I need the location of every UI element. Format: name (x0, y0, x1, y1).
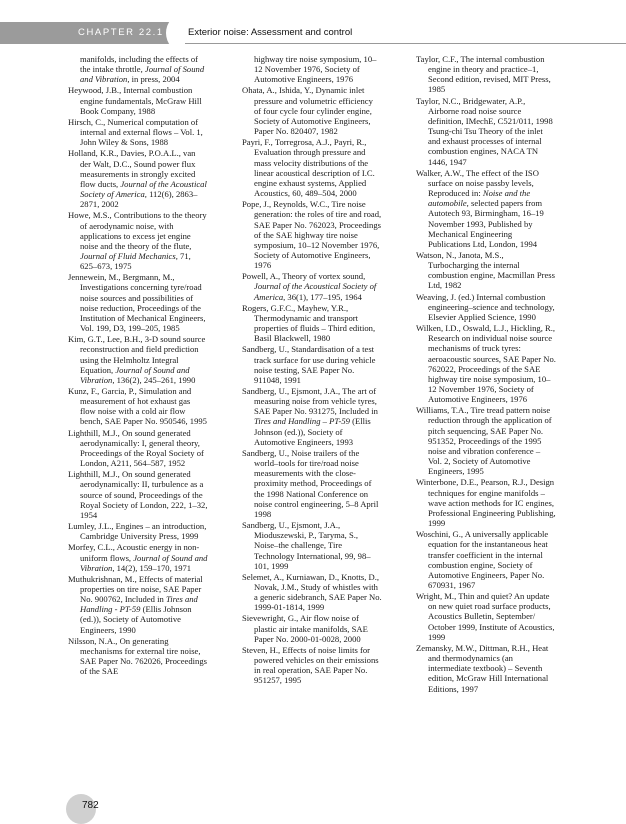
reference-entry (242, 344, 382, 385)
reference-italic-title: Journal of Fluid Mechanics (80, 250, 176, 261)
reference-text: Sandberg, U., Standardisation of a test track surface for use during vehicle noise testing, SAE Paper No. 911048, 1991 (242, 344, 376, 385)
reference-text: Heywood, J.B., Internal combustion engine fundamentals, McGraw Hill Book Company, 1988 (68, 85, 202, 116)
reference-entry (242, 448, 382, 519)
reference-text: Taylor, N.C., Bridgewater, A.P., Airborne road noise source definition, IMechE, C521/011, 1998 Tsung-chi Tsu Theory of the inlet and exhaust processes of internal combustion engines, NACA TN 1446, 1947 (416, 95, 553, 167)
reference-text: (Ellis Johnson (ed.)), Society of Automotive Engineers, 1993 (254, 416, 371, 447)
reference-italic-title: Journal of Sound and Vibration (80, 552, 208, 573)
chapter-label: CHAPTER 22.1 (0, 22, 185, 44)
reference-entry (242, 137, 382, 198)
reference-entry (68, 117, 208, 147)
reference-text: Kim, G.T., Lee, B.H., 3-D sound source reconstruction and field prediction using the Helmholtz Integral Equation, (68, 334, 206, 375)
reference-entry (68, 210, 208, 271)
reference-text: Jennewein, M., Bergmann, M., Investigations concerning tyre/road noise sources and possibilities of noise reduction, Proceedings of the Institution of Mechanical Engineers, Vol. 199, D3, 199–205, 1985 (68, 272, 206, 334)
reference-column-3 (416, 54, 556, 695)
reference-text: Payri, F., Torregrosa, A.J., Payri, R., Evaluation through pressure and mass velocity distributions of the linear acoustical description of I.C. engine exhaust systems, Applied Acoustics, 60, 489–504, 2000 (242, 137, 375, 199)
reference-text: Woschini, G., A universally applicable equation for the instantaneous heat transfer coefficient in the internal combustion engine, Society of Automotive Engineers, Paper No. 670931, 1967 (416, 529, 549, 590)
reference-entry (68, 636, 208, 677)
reference-entry (242, 645, 382, 686)
section-title: Exterior noise: Assessment and control (188, 27, 353, 38)
reference-entry (242, 85, 382, 136)
reference-text: Weaving, J. (ed.) Internal combustion engineering–science and technology, Elsevier Applied Science, 1990 (416, 291, 555, 322)
reference-entry (68, 386, 208, 427)
reference-column-2 (242, 54, 382, 687)
reference-text: Steven, H., Effects of noise limits for powered vehicles on their emissions in real operation, SAE Paper No. 951257, 1995 (242, 644, 379, 686)
reference-italic-title: Journal of Sound and Vibration (80, 64, 205, 85)
reference-text: , 136(2), 245–261, 1990 (112, 374, 196, 385)
reference-italic-title: Journal of the Acoustical Society of America (254, 281, 377, 302)
reference-italic-title: Journal of the Acoustical Society of America (80, 178, 207, 200)
reference-entry (68, 148, 208, 209)
reference-text: Watson, N., Janota, M.S., Turbocharging the internal combustion engine, Macmillan Press Ltd, 1982 (416, 249, 555, 291)
reference-text: Lumley, J.L., Engines – an introduction, Cambridge University Press, 1999 (68, 521, 207, 542)
reference-text: Walker, A.W., The effect of the ISO surface on noise passby levels, Reproduced in: (416, 167, 539, 199)
reference-text: Winterbone, D.E., Pearson, R.J., Design techniques for engine manifolds – wave action methods for IC engines, Professional Engineering Publishing, 1999 (416, 477, 556, 529)
reference-italic-title: Tires and Handling – PT-59 (254, 416, 350, 427)
header-rule (185, 43, 626, 44)
reference-entry (416, 643, 556, 694)
reference-entry (416, 250, 556, 291)
reference-entry (68, 521, 208, 541)
page-number: 782 (82, 800, 99, 811)
reference-entry (416, 96, 556, 167)
reference-text: Taylor, C.F., The internal combustion engine in theory and practice–1, Second edition, revised, MIT Press, 1985 (416, 54, 551, 95)
reference-entry (68, 272, 208, 333)
reference-text: Zemansky, M.W., Dittman, R.H., Heat and thermodynamics (an intermediate textbook) – Seventh edition, McGraw Hill International Editions, 1997 (416, 642, 549, 694)
reference-entry (68, 469, 208, 520)
reference-text: Sandberg, U., Noise trailers of the world–tools for tire/road noise measurements with the close-proximity method, Proceedings of the 1998 National Conference on noise control engineering, 5–8 April 1998 (242, 447, 379, 519)
reference-text: , 112(6), 2863–2871, 2002 (80, 189, 198, 210)
reference-entry (242, 613, 382, 643)
reference-entry (416, 292, 556, 322)
reference-text: Morfey, C.L., Acoustic energy in non-uniform flows, (68, 542, 200, 563)
reference-text: Pope, J., Reynolds, W.C., Tire noise generation: the roles of tire and road, SAE Paper No. 762023, Proceedings of the SAE highway tire noise symposium, 10–12 November 1976, Society of Automotive Engineers, 1976 (242, 199, 382, 271)
reference-text: Holland, K.R., Davies, P.O.A.L., van der Walt, D.C., Sound power flux measurements in strongly excited flow ducts, (68, 148, 196, 189)
reference-text: Lighthill, M.J., On sound generated aerodynamically: II, turbulence as a source of sound, Proceedings of the Royal Society of London, 222, 1–32, 1954 (68, 469, 208, 520)
reference-text: Rogers, G.F.C., Mayhew, Y.R., Thermodynamic and transport properties of fluids – Third edition, Basil Blackwell, 1980 (242, 302, 376, 344)
reference-text: Sandberg, U., Ejsmont, J.A., Mioduszewski, P., Taryma, S., Noise–the challenge, Tire Technology International, 99, 98–101, 1999 (242, 520, 371, 571)
reference-column-1 (68, 54, 208, 677)
reference-italic-title: Journal of Sound and Vibration (80, 364, 190, 385)
reference-text: Ohata, A., Ishida, Y., Dynamic inlet pressure and volumetric efficiency of four cycle four cylinder engine, Society of Automotive Engineers, Paper No. 820407, 1982 (242, 85, 373, 137)
reference-italic-title: Tires and Handling - PT-59 (80, 594, 198, 615)
reference-entry (68, 85, 208, 115)
reference-text: Powell, A., Theory of vortex sound, (242, 271, 366, 282)
reference-text: Sievewright, G., Air flow noise of plastic air intake manifolds, SAE Paper No. 2000-01-0028, 2000 (242, 613, 368, 644)
reference-italic-title: Noise and the automobile (428, 188, 531, 209)
reference-text: highway tire noise symposium, 10–12 November 1976, Society of Automotive Engineers, 1976 (254, 54, 377, 85)
reference-text: , selected papers from Autotech 93, Birmingham, 16–19 November 1993, Published by Mechanical Engineering Publications Ltd, London, 1994 (428, 198, 544, 249)
reference-entry (416, 477, 556, 528)
reference-text: Kunz, F., Garcia, P., Simulation and measurement of hot exhaust gas flow noise with a cold air flow bench, SAE Paper No. 950546, 1995 (68, 386, 207, 427)
reference-text: Nilsson, N.A., On generating mechanisms for external tire noise, SAE Paper No. 762026, Proceedings of the SAE (68, 635, 207, 677)
reference-text: Howe, M.S., Contributions to the theory of aerodynamic noise, with applications to excess jet engine noise and the theory of the flute, (68, 210, 207, 251)
reference-entry-continued (68, 54, 208, 84)
reference-entry (68, 574, 208, 635)
reference-text: (Ellis Johnson (ed.)), Society of Automotive Engineers, 1990 (80, 604, 192, 635)
reference-entry (416, 168, 556, 249)
reference-text: Lighthill, M.J., On sound generated aerodynamically: I, general theory, Proceedings of the Royal Society of London, A211, 564–587, 1952 (68, 427, 204, 469)
reference-text: manifolds, including the effects of the intake throttle, (80, 54, 198, 75)
reference-entry (242, 303, 382, 344)
reference-entry (416, 591, 556, 642)
reference-entry (416, 529, 556, 590)
reference-text: Muthukrishnan, M., Effects of material properties on tire noise, SAE Paper No. 900762, Included in (68, 573, 203, 605)
reference-entry (68, 334, 208, 385)
reference-entry (416, 405, 556, 476)
reference-text: Wright, M., Thin and quiet? An update on new quiet road surface products, Acoustics Bulletin, September/ October 1999, Institute of Acoustics, 1999 (416, 591, 555, 642)
reference-entry-continued (242, 54, 382, 84)
reference-text: , 71, 625–673, 1975 (80, 250, 191, 272)
reference-text: , in press, 2004 (127, 74, 180, 85)
reference-entry (242, 199, 382, 270)
reference-entry (242, 572, 382, 613)
reference-text: , 14(2), 159–170, 1971 (112, 562, 192, 573)
reference-entry (68, 542, 208, 572)
reference-entry (242, 520, 382, 571)
reference-entry (68, 428, 208, 469)
reference-text: Wilken, I.D., Oswald, L.J., Hickling, R., Research on individual noise source mechanisms of truck tyres: aeroacoustic sources, SAE Paper No. 762022, Proceedings of the SAE highway tire noise symposium, 10–12 November 1976, Society of Automotive Engineers, 1976 (416, 323, 556, 405)
reference-text: , 36(1), 177–195, 1964 (283, 291, 362, 302)
reference-entry (242, 271, 382, 301)
reference-text: Selemet, A., Kurniawan, D., Knotts, D., Novak, J.M., Study of whistles with a generic sidebranch, SAE Paper No. 1999-01-1814, 1999 (242, 571, 382, 613)
reference-text: Hirsch, C., Numerical computation of internal and external flows – Vol. 1, John Wiley & Sons, 1988 (68, 116, 203, 148)
reference-entry (416, 54, 556, 95)
reference-entry (242, 386, 382, 447)
reference-text: Williams, T.A., Tire tread pattern noise reduction through the application of pitch sequencing, SAE Paper No. 951352, Proceedings of the 1995 noise and vibration conference – Vol. 2, Society of Automotive Engineers, 1995 (416, 405, 552, 477)
reference-text: Sandberg, U., Ejsmont, J.A., The art of measuring noise from vehicle tyres, SAE Paper No. 931275, Included in (242, 386, 378, 417)
reference-entry (416, 323, 556, 404)
